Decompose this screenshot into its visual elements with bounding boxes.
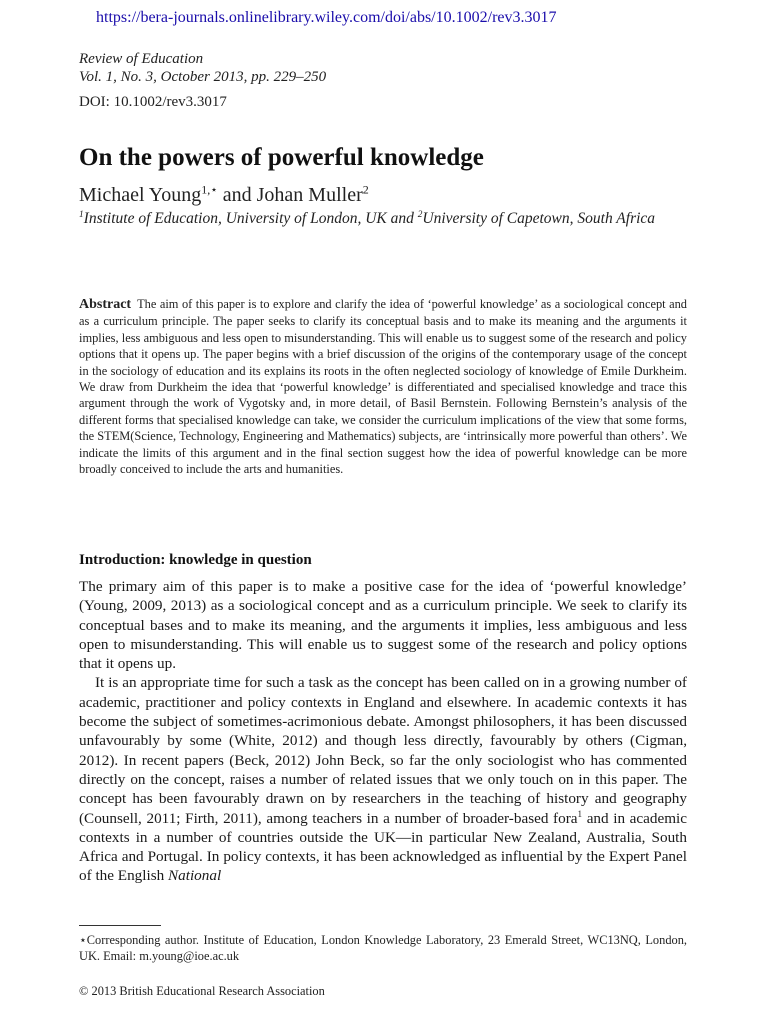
footnote-divider	[79, 925, 161, 926]
footnote: ⋆Corresponding author. Institute of Education, London Knowledge Laboratory, 23 Emerald Street, WC13NQ, London, UK. Email: m.young@ioe.ac.uk	[79, 933, 687, 963]
abstract	[79, 296, 687, 477]
paragraph-italic-text: National	[168, 867, 222, 885]
article-title: On the powers of powerful knowledge	[79, 144, 484, 171]
paragraph: The primary aim of this paper is to make a positive case for the idea of ‘powerful knowledge’ (Young, 2009, 2013) as a sociological concept and as a curriculum principle. We seek to clarify its conceptual bases and to make its meaning, and the arguments it implies, less ambiguous and less open to misunderstanding. This will enable us to suggest some of the research and policy options that it opens up.	[79, 578, 687, 673]
author-superscript: 1,⋆	[201, 182, 218, 197]
journal-info	[79, 50, 326, 86]
abstract-text: The aim of this paper is to explore and clarify the idea of ‘powerful knowledge’ as a sociological concept and as a curriculum principle. The paper seeks to clarify its conceptual basis and to make its meaning and the arguments it implies, less ambiguous and less open to misunderstanding. This will enable us to suggest some of the research and policy options that it opens up. The paper begins with a brief discussion of the origins of the contemporary usage of the concept in the sociology of education and its explains its roots in the often neglected sociology of knowledge of Emile Durkheim. We draw from Durkheim the idea that ‘powerful knowledge’ is differentiated and specialised knowledge and trace this argument through the work of Vygotsky and, in more detail, of Basil Bernstein. Following Bernstein’s analysis of the different forms that specialised knowledge can take, we consider the curriculum implications of the view that some forms, the STEM(Science, Technology, Engineering and Mathematics) subjects, are ‘intrinsically more powerful than others’. We indicate the limits of this argument and in the final section suggest how the idea of powerful knowledge can be more broadly conceived to include the arts and humanities.	[79, 297, 687, 477]
author-list	[79, 184, 369, 207]
body-text	[79, 577, 687, 886]
copyright: © 2013 British Educational Research Association	[79, 984, 325, 998]
author-superscript: 2	[362, 182, 369, 197]
affiliation-superscript: 1	[79, 209, 84, 220]
affiliations	[79, 209, 687, 228]
journal-issue: Vol. 1, No. 3, October 2013, pp. 229–250	[79, 69, 327, 85]
affiliation-superscript: 2	[417, 209, 423, 220]
affiliation-text: Institute of Education, University of London, UK and	[83, 210, 418, 227]
paragraph-text: and in academic contexts in a number of countries outside the UK—in particular New Zealand, Australia, South Africa and Portugal. In policy contexts, it has been acknowledged as influential by the Expert Panel of the English	[79, 809, 687, 885]
footnote-marker[interactable]: 1	[577, 808, 583, 819]
doi-url-link[interactable]: https://bera-journals.onlinelibrary.wiley.com/doi/abs/10.1002/rev3.3017	[96, 9, 557, 26]
abstract-label: Abstract	[79, 297, 132, 312]
author-name: Johan Muller	[256, 184, 363, 206]
paragraph-text: It is an appropriate time for such a task as the concept has been called on in a growing number of academic, practitioner and policy contexts in England and elsewhere. In academic contexts it has become the subject of sometimes-acrimonious debate. Amongst philosophers, it has been discussed unfavourably by some (White, 2012) and though less directly, favourably by others (Cigman, 2012). In recent papers (Beck, 2012) John Beck, so far the only sociologist who has commented directly on the concept, raises a number of related issues that we only touch on in this paper. The concept has been favourably drawn on by researchers in the teaching of history and geography (Counsell, 2011; Firth, 2011), among teachers in a number of broader-based fora	[79, 674, 687, 827]
section-heading: Introduction: knowledge in question	[79, 552, 312, 568]
paragraph	[79, 673, 687, 885]
doi-text: DOI: 10.1002/rev3.3017	[79, 94, 227, 110]
journal-name: Review of Education	[79, 51, 204, 67]
author-joiner: and	[217, 184, 257, 206]
affiliation-text: University of Capetown, South Africa	[422, 210, 656, 227]
author-name: Michael Young	[79, 184, 202, 206]
